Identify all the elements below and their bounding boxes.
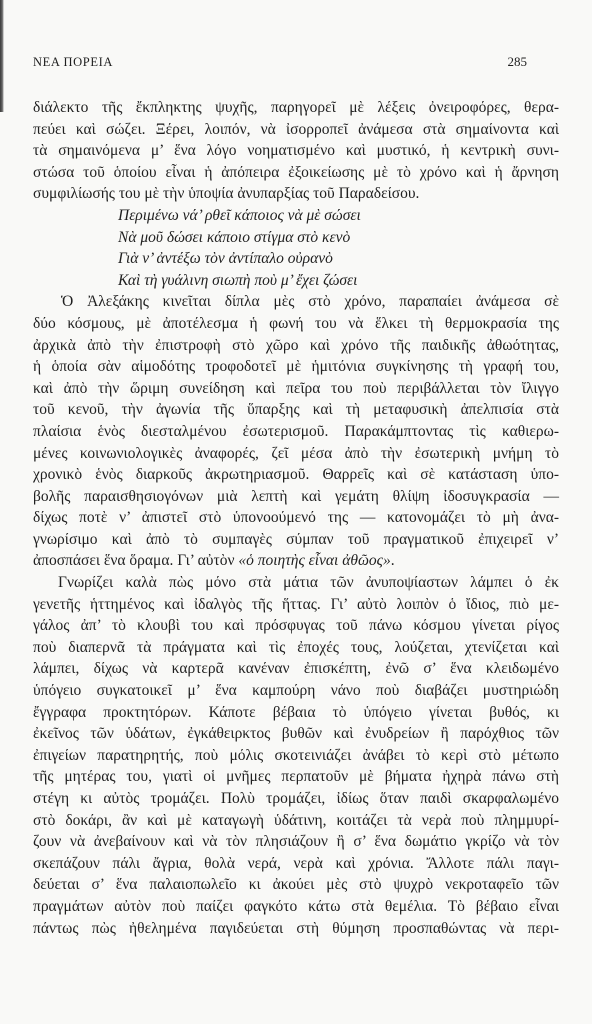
text-line: ὑπόγειο συγκατοικεῖ μ’ ἕνα καμπούρη νάνο ποὺ διαβάζει μυστηριώδη xyxy=(33,682,559,700)
verse-line: Γιὰ ν’ ἀντέξω τὸν ἀντίπαλο οὐρανὸ xyxy=(118,250,333,268)
text-line: μένες κοινωνιολογικὲς ἀναφορές, ζεῖ μέσα ἀπὸ τὴν ἐσωτερικὴ μνήμη τὸ xyxy=(33,444,559,462)
quoted-phrase: «ὁ ποιητὴς εἶναι ἀθῶος» xyxy=(238,552,391,570)
text-line: χρονικὸ ἑνὸς διαρκοῦς ἀκρωτηριασμοῦ. Θαρρεῖς καὶ σὲ κατάσταση ὑπο- xyxy=(33,466,559,484)
text-line: καὶ ἀπὸ τὴν ὥριμη συνείδηση καὶ πεῖρα του ποὺ περιβάλλεται τὸν ἴλιγγο xyxy=(33,379,559,397)
paragraph-2 xyxy=(33,291,559,572)
text-line: σκεπάζουν πάλι ἄγρια, θολὰ νερά, νερὰ καὶ χρόνια. Ἄλλοτε πάλι παγι- xyxy=(33,854,559,872)
text-line: γενετῆς ἡττημένος καὶ ἰδαλγὸς τῆς ἥττας. Γι’ αὐτὸ λοιπὸν ὁ ἴδιος, πιὸ με- xyxy=(33,595,559,613)
text-line: γάλος ἀπ’ τὸ κλουβὶ του καὶ πρόσφυγας τοῦ πάνω κόσμου γίνεται ρίγος xyxy=(33,617,559,635)
paragraph-1 xyxy=(33,97,559,205)
text-line: ἔγγραφα προκτητόρων. Κάποτε βέβαια τὸ ὑπόγειο γίνεται βυθός, κι xyxy=(33,703,559,721)
page-number: 285 xyxy=(507,54,527,69)
text-line: συμφιλίωσής του μὲ τὴν ὑποψία ἀνυπαρξίας τοῦ Παραδείσου. xyxy=(33,185,420,203)
body-text xyxy=(33,97,559,939)
running-title: ΝΕΑ ΠΟΡΕΙΑ xyxy=(33,55,113,69)
paragraph-3 xyxy=(33,572,559,939)
text-line: πάντως πὼς ἠθελημένα παγιδεύεται στὴ θύμηση προσπαθώντας νὰ περι- xyxy=(33,919,559,937)
text-line xyxy=(33,550,559,572)
text-line: τὰ σημαινόμενα μ’ ἕνα λόγο νοηματισμένο καὶ μυστικό, ἡ κεντρικὴ συνι- xyxy=(33,142,559,160)
text-line: γνωρίσιμο καὶ ἀπὸ τὸ συμπαγὲς σύμπαν τοῦ πραγματικοῦ ἐπιχειρεῖ ν’ xyxy=(33,530,559,548)
text-line: λάμπει, δίχως νὰ καρτερᾶ κανέναν ἐπισκέπτη, ἐνῶ σ’ ἕνα κλειδωμένο xyxy=(33,660,559,678)
text-line: δεύεται σ’ ἕνα παλαιοπωλεῖο κι ἀκούει μὲς στὸ ψυχρὸ νεκροταφεῖο τῶν xyxy=(33,876,559,894)
text-line: δύο κόσμους, μὲ ἀποτέλεσμα ἡ φωνή του νὰ ἕλκει τὴ θερμοκρασία της xyxy=(33,314,559,332)
text-segment: ἀποσπάσει ἕνα ὅραμα. Γι’ αὐτὸν xyxy=(33,552,235,570)
text-line: ζουν νὰ ἀνεβαίνουν καὶ νὰ τὸν πλησιάζουν ἢ σ’ ἕνα δωμάτιο γκρίζο νὰ τὸν xyxy=(33,833,559,851)
text-line: ἐπιγείων παρατηρητής, ποὺ μόλις σκοτεινιάζει ἀνάβει τὸ κερὶ στὸ μέτωπο xyxy=(33,746,559,764)
text-line: ποὺ διαπερνᾶ τὰ πράγματα καὶ τὶς ἐποχές τους, λούζεται, χτενίζεται καὶ xyxy=(33,638,559,656)
text-line: στώσα τοῦ ὁποίου εἶναι ἡ ἀπόπειρα ἐξοικείωσης μὲ τὸ χρόνο καὶ ἡ ἄρνηση xyxy=(33,163,559,181)
verse-line: Καὶ τὴ γυάλινη σιωπὴ ποὺ μ’ ἔχει ζώσει xyxy=(118,271,358,289)
verse-line: Περιμένω νά’ ρθεῖ κάποιος νὰ μὲ σώσει xyxy=(118,206,361,224)
text-line: στέγη κι αὐτὸς τρομάζει. Πολὺ τρομάζει, ἰδίως ὅταν παιδὶ σκαρφαλωμένο xyxy=(33,790,559,807)
text-line: ἐκεῖνος τῶν ὑδάτων, ἐγκάθειρκτος βυθῶν καὶ ἐνυδρείων ἢ παρόχθιος τῶν xyxy=(33,725,559,743)
text-line: διάλεκτο τῆς ἔκπληκτης ψυχῆς, παρηγορεῖ μὲ λέξεις ὀνειροφόρες, θερα- xyxy=(33,99,559,116)
text-line: Ὁ Ἀλεξάκης κινεῖται δίπλα μὲς στὸ χρόνο, παραπαίει ἀνάμεσα σὲ xyxy=(61,293,559,311)
text-line: τῆς μητέρας του, γιατὶ οἱ μνῆμες περπατοῦν μὲ βήματα ἠχηρὰ πάνω στὴ xyxy=(33,768,559,786)
verse-quotation xyxy=(33,205,559,291)
scan-edge-shadow xyxy=(0,0,4,112)
text-line: ἡ ὁποία σὰν αἱμοδότης τροφοδοτεῖ μὲ ἡμιτόνια συγκίνησης τὴ γραφή του, xyxy=(33,358,559,376)
text-line: τοῦ κενοῦ, τὴν ἀγωνία τῆς ὕπαρξης καὶ τὴ μεταφυσικὴ ἀπελπισία στὰ xyxy=(33,401,559,419)
text-line: δίχως ποτὲ ν’ ἀπιστεῖ στὸ ὑπονοούμενό της — κατονομάζει τὸ μὴ ἀνα- xyxy=(33,509,559,527)
text-segment: . xyxy=(390,552,395,570)
text-line: Γνωρίζει καλὰ πὼς μόνο στὰ μάτια τῶν ἀνυποψίαστων λάμπει ὁ ἐκ xyxy=(58,574,559,592)
text-line: στὸ δοκάρι, ἂν καὶ μὲ καταγωγὴ ὑδάτινη, κοιτάζει τὰ νερὰ ποὺ πλημμυρί- xyxy=(33,811,559,829)
text-line: βολῆς παραισθησιογόνων μιὰ λεπτὴ καὶ γεμάτη θλίψη ἰδοσυγκρασία — xyxy=(33,487,559,505)
running-header xyxy=(33,53,527,71)
text-line: πεύει καὶ σώζει. Ξέρει, λοιπόν, νὰ ἰσορροπεῖ ἀνάμεσα στὰ σημαίνοντα καὶ xyxy=(33,120,559,138)
verse-line: Νὰ μοῦ δώσει κάποιο στίγμα στὸ κενὸ xyxy=(118,228,351,246)
text-line: πραγμάτων αὐτὸν ποὺ παίζει φαγκότο κάτω στὰ θεμέλια. Τὸ βέβαιο εἶναι xyxy=(33,897,559,915)
text-line: ἀρχικὰ ἀπὸ τὴν ἐπιστροφὴ στὸ χῶρο καὶ χρόνο τῆς παιδικῆς ἀθωότητας, xyxy=(33,336,559,354)
text-line: πλαίσια ἑνὸς διεσταλμένου ἐσωτερισμοῦ. Παρακάμπτοντας τὶς καθιερω- xyxy=(33,422,559,440)
